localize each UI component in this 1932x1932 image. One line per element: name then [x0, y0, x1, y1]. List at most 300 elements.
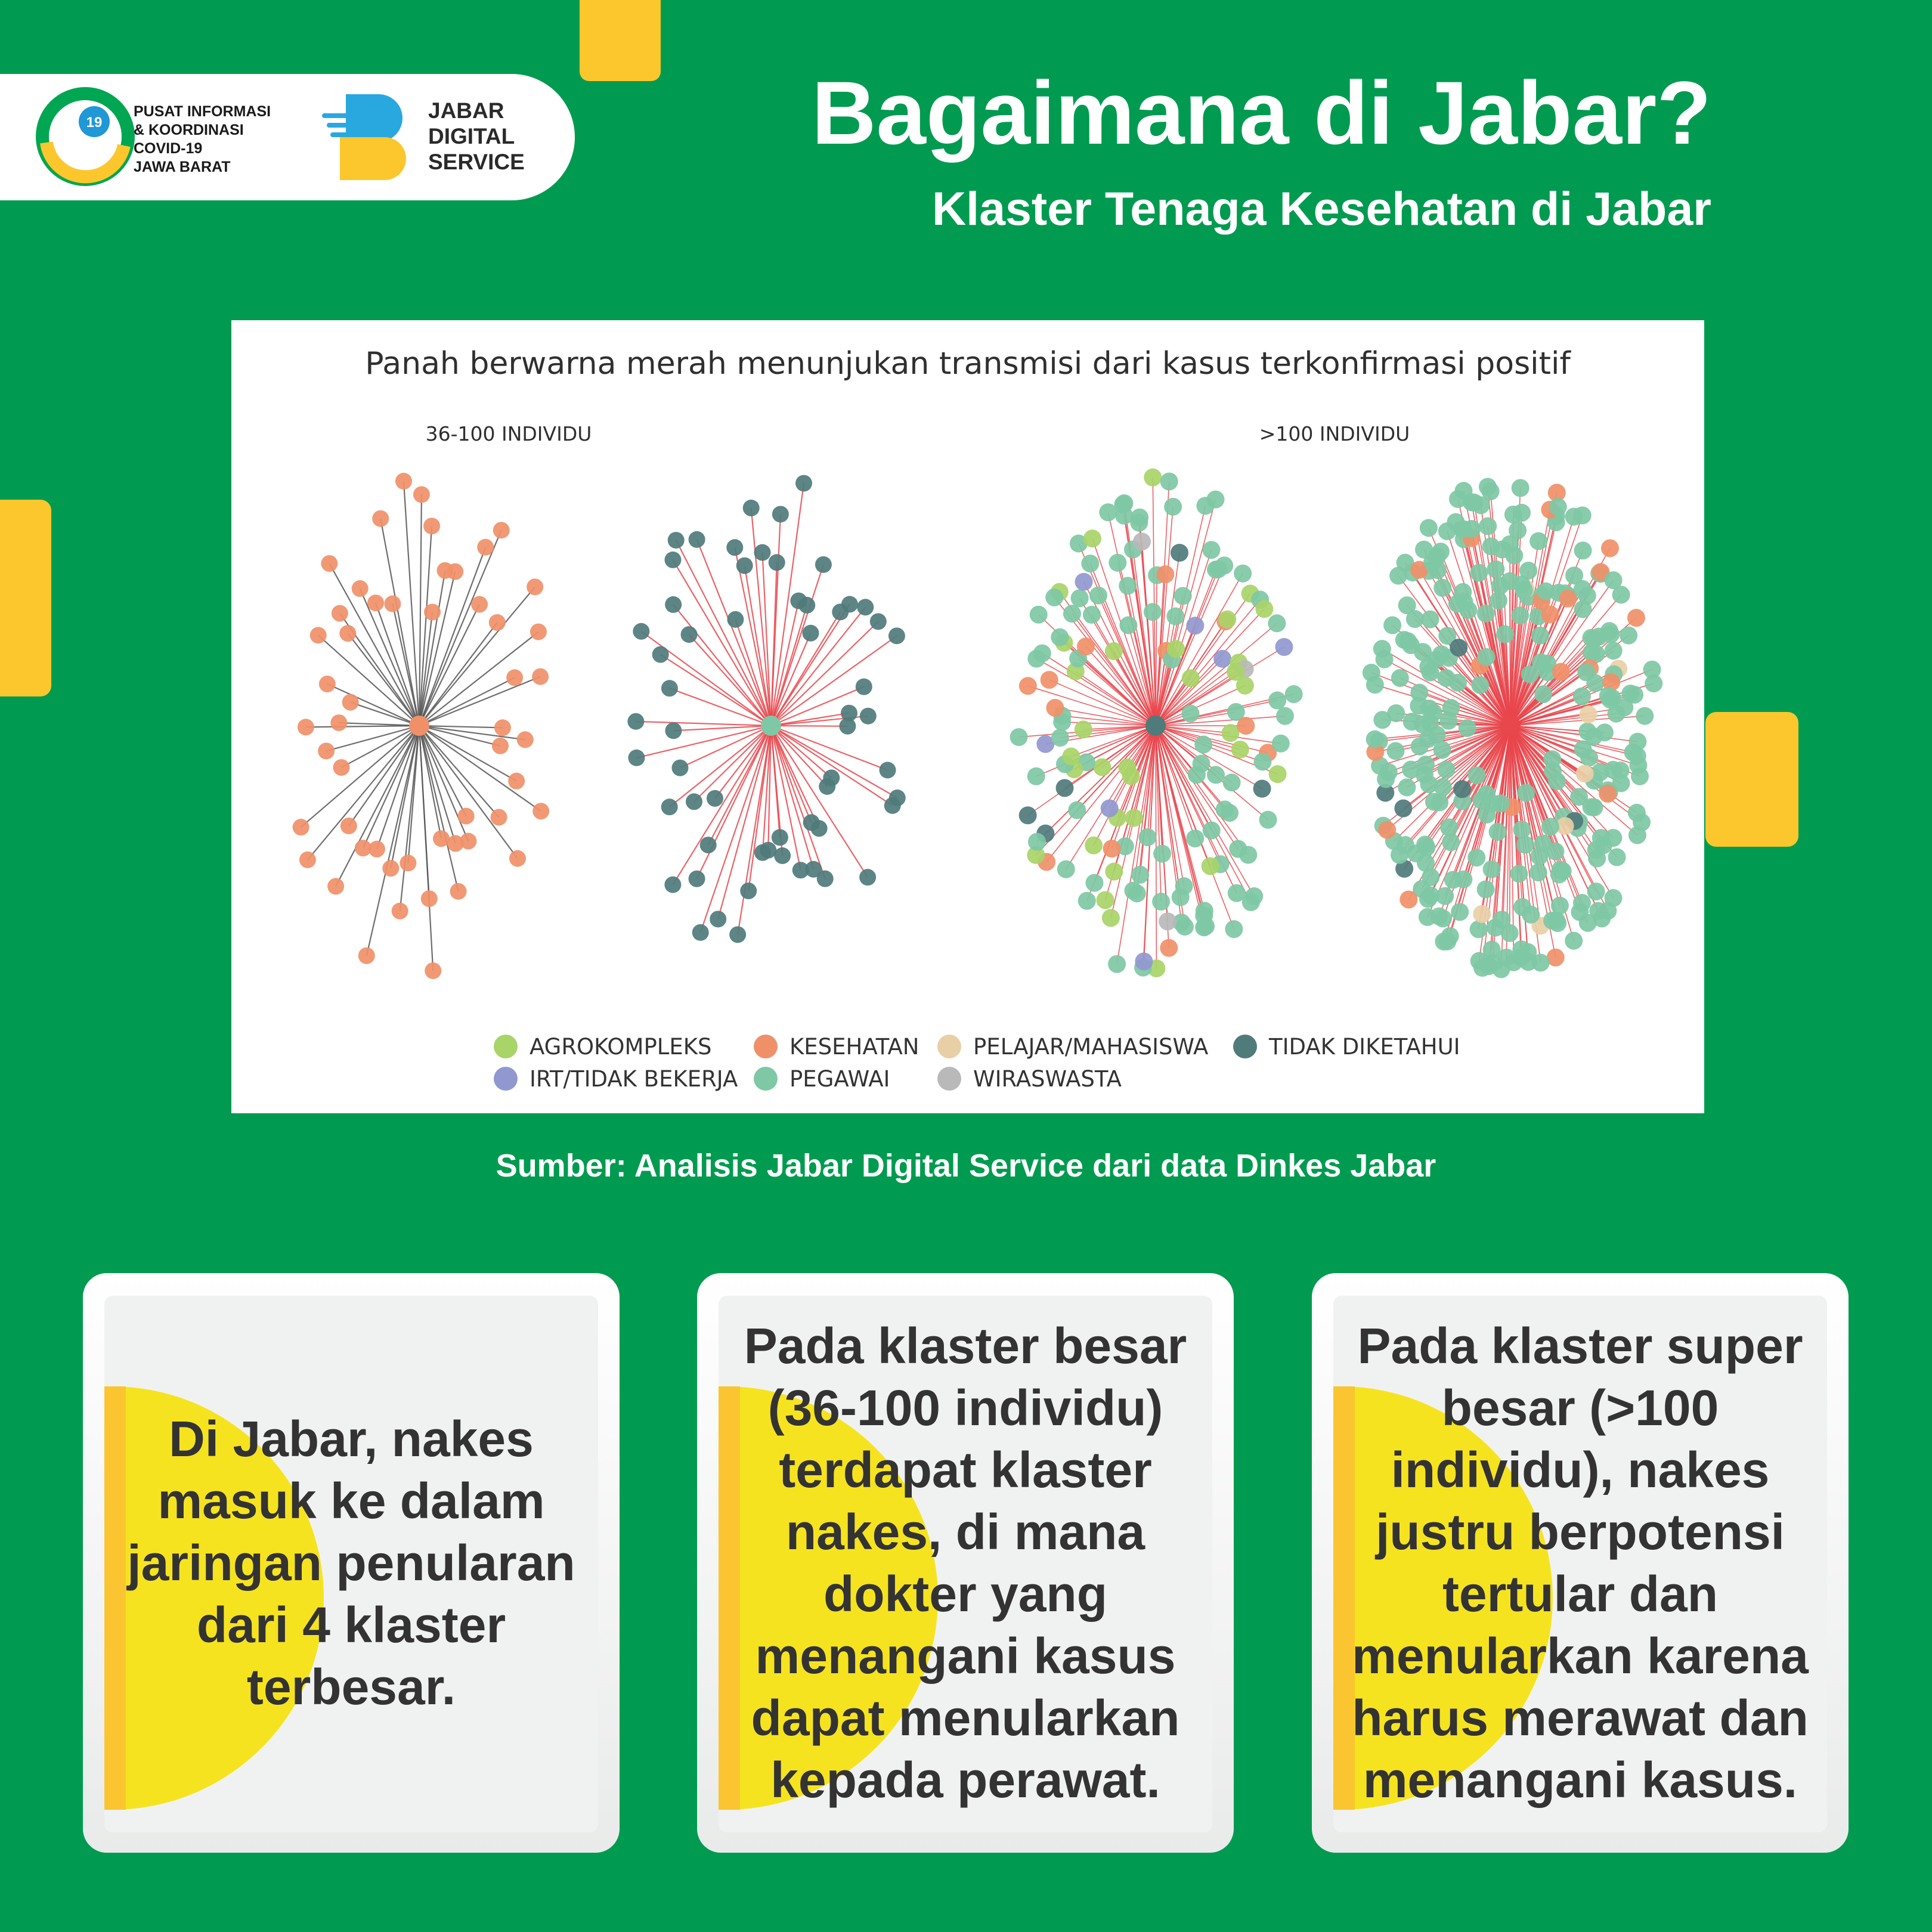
node: [1576, 764, 1594, 782]
center-node: [1145, 716, 1166, 736]
node: [1186, 617, 1204, 634]
node: [1255, 600, 1273, 618]
node: [433, 830, 450, 847]
node: [665, 596, 682, 613]
edge: [339, 723, 419, 726]
node: [1433, 741, 1451, 759]
top-accent-shape: [580, 0, 661, 81]
network-chart: [231, 320, 1704, 1113]
node: [1010, 728, 1028, 746]
jds-name: [428, 98, 525, 175]
node: [1373, 640, 1391, 658]
node: [367, 595, 384, 611]
node: [333, 759, 350, 776]
node: [884, 797, 901, 814]
legend-dot: [937, 1067, 961, 1091]
legend-label: AGROKOMPLEKS: [530, 1034, 712, 1060]
node: [1601, 539, 1619, 557]
node: [395, 473, 412, 490]
jds-line: SERVICE: [428, 150, 525, 174]
node: [774, 847, 791, 864]
node: [832, 603, 849, 620]
edge: [735, 547, 771, 726]
node: [802, 625, 819, 642]
node: [1272, 735, 1290, 753]
node: [1276, 707, 1294, 725]
node: [1068, 801, 1086, 819]
edge: [673, 560, 771, 726]
legend-dot: [1233, 1035, 1257, 1058]
node: [1420, 699, 1438, 717]
legend-item: [494, 1066, 738, 1092]
node: [1030, 606, 1048, 624]
org-name: [134, 103, 312, 177]
node: [1487, 919, 1504, 937]
info-card: [697, 1273, 1234, 1853]
node: [628, 750, 645, 766]
node: [1512, 479, 1530, 497]
node: [1144, 469, 1162, 487]
node: [772, 506, 789, 522]
node: [1234, 565, 1252, 583]
node: [1213, 650, 1231, 668]
center-node: [1500, 716, 1521, 736]
node: [1454, 583, 1472, 601]
node: [1432, 645, 1450, 663]
node: [1253, 780, 1271, 798]
right-accent-shape: [1705, 712, 1798, 847]
org-line: PUSAT INFORMASI: [134, 103, 271, 120]
node: [1586, 674, 1604, 692]
node: [1470, 564, 1488, 582]
node: [1565, 932, 1583, 950]
node: [1109, 554, 1126, 572]
node: [1433, 579, 1451, 597]
node: [1450, 639, 1467, 657]
node: [1135, 952, 1153, 970]
node: [870, 613, 887, 630]
node: [1105, 863, 1123, 881]
node: [1444, 871, 1462, 888]
node: [1435, 933, 1453, 950]
node: [856, 679, 872, 695]
edge: [380, 519, 419, 726]
node: [1275, 638, 1293, 656]
group-label: 36-100 INDIVIDU: [425, 422, 592, 445]
cluster-2: [627, 475, 905, 943]
node: [471, 596, 488, 613]
node: [491, 809, 507, 826]
node: [384, 596, 401, 612]
node: [1166, 608, 1184, 626]
card-text: Pada klaster super besar (>100 individu), nakes justru berpotensi tertular dan menularkan karena harus merawat dan menangani kasus.: [1352, 1318, 1809, 1808]
node: [1534, 685, 1552, 703]
node: [509, 850, 526, 867]
node: [1420, 519, 1438, 537]
node: [1237, 717, 1255, 735]
node: [1239, 846, 1257, 864]
node: [652, 646, 669, 663]
node: [1478, 648, 1496, 666]
node: [1081, 555, 1099, 572]
node: [727, 611, 744, 628]
node: [477, 539, 494, 556]
left-accent-shape: [0, 500, 51, 696]
info-card: [83, 1273, 620, 1853]
node: [425, 962, 441, 979]
node: [1285, 685, 1303, 703]
node: [1431, 794, 1448, 812]
node: [664, 552, 681, 568]
node: [1138, 828, 1156, 846]
node: [1186, 829, 1204, 847]
node: [1089, 587, 1107, 605]
node: [1505, 547, 1523, 565]
node: [1643, 661, 1661, 679]
node: [489, 614, 506, 631]
node: [413, 486, 430, 503]
node: [1160, 939, 1178, 957]
legend-label: PELAJAR/MAHASISWA: [973, 1034, 1209, 1060]
node: [815, 556, 832, 573]
node: [661, 798, 678, 815]
node: [819, 778, 835, 795]
node: [1459, 719, 1476, 737]
node: [392, 903, 408, 919]
node: [1513, 504, 1531, 522]
node: [1194, 736, 1212, 754]
node: [1097, 891, 1114, 909]
chart-title: Panah berwarna merah menunjukan transmisi dari kasus terkonfirmasi positif: [365, 346, 1571, 382]
node: [1366, 730, 1384, 748]
node: [707, 790, 723, 807]
node: [1399, 632, 1417, 650]
node: [1105, 642, 1123, 660]
node: [1403, 713, 1421, 730]
node: [1062, 748, 1080, 766]
node: [1470, 952, 1488, 970]
edge: [673, 726, 771, 730]
node: [1608, 849, 1626, 866]
node: [1442, 699, 1460, 717]
node: [1605, 642, 1623, 660]
node: [1406, 610, 1424, 628]
node: [1541, 818, 1559, 835]
node: [1174, 587, 1192, 605]
node: [1478, 785, 1496, 803]
node: [1218, 611, 1236, 628]
node: [508, 773, 525, 789]
legend-item: [754, 1066, 890, 1092]
node: [1181, 705, 1199, 723]
node: [1482, 482, 1500, 500]
node: [1636, 707, 1654, 725]
node: [1118, 758, 1136, 776]
node: [860, 708, 877, 724]
node: [1530, 847, 1548, 865]
node: [493, 522, 510, 538]
node: [700, 837, 717, 853]
pikobar-logo-icon: [35, 86, 136, 187]
node: [298, 719, 314, 735]
node: [1133, 532, 1151, 550]
node: [1152, 893, 1170, 911]
node: [888, 627, 905, 644]
node: [1093, 758, 1111, 776]
node: [1624, 744, 1642, 761]
node: [1451, 903, 1469, 921]
node: [743, 500, 760, 516]
node: [1530, 532, 1547, 550]
node: [1585, 727, 1603, 745]
node: [424, 603, 441, 620]
node: [668, 532, 685, 549]
node: [1628, 826, 1646, 844]
node: [1515, 581, 1533, 599]
node: [1206, 491, 1224, 509]
logo-bar: [0, 74, 575, 200]
node: [1085, 874, 1103, 892]
node: [1202, 857, 1219, 875]
node: [1083, 606, 1101, 624]
node: [1599, 687, 1617, 705]
node: [1437, 760, 1455, 778]
node: [1627, 609, 1645, 627]
edge: [697, 540, 771, 726]
node: [1228, 884, 1246, 902]
edge: [367, 726, 419, 956]
node: [1477, 880, 1495, 898]
node: [1103, 840, 1121, 857]
node: [1612, 586, 1630, 603]
node: [1583, 644, 1600, 662]
node: [1046, 699, 1064, 717]
legend-dot: [937, 1035, 961, 1058]
node: [1487, 561, 1504, 578]
node: [1222, 724, 1240, 742]
node: [355, 840, 371, 856]
node: [692, 924, 709, 941]
node: [795, 475, 812, 491]
node: [1631, 767, 1649, 785]
legend-item: [937, 1034, 1208, 1060]
node: [1483, 860, 1501, 878]
jds-line: DIGITAL: [428, 124, 515, 148]
node: [1172, 888, 1190, 906]
node: [665, 722, 682, 739]
node: [1467, 849, 1485, 866]
node: [1045, 589, 1063, 606]
node: [1108, 955, 1126, 973]
source-note: Sumber: Analisis Jabar Digital Service dari data Dinkes Jabar: [496, 1148, 1436, 1184]
node: [450, 883, 467, 900]
node: [710, 911, 726, 927]
node: [1402, 761, 1420, 779]
legend-item: [494, 1034, 712, 1060]
edge: [694, 726, 771, 801]
node: [1628, 804, 1646, 822]
node: [671, 760, 688, 776]
legend-label: PEGAWAI: [789, 1066, 890, 1092]
node: [726, 539, 743, 556]
node: [1511, 606, 1529, 624]
node: [1580, 748, 1598, 766]
edge: [306, 726, 419, 727]
node: [633, 623, 649, 640]
node: [1496, 626, 1514, 643]
node: [681, 626, 698, 643]
node: [1159, 912, 1176, 930]
node: [458, 808, 475, 825]
node: [1259, 811, 1277, 829]
node: [532, 668, 549, 685]
badge-number: 19: [86, 114, 103, 131]
legend-label: KESEHATAN: [789, 1034, 919, 1060]
node: [1410, 684, 1428, 702]
node: [1236, 677, 1254, 695]
info-card: [1312, 1273, 1849, 1853]
node: [1269, 765, 1287, 783]
node: [1028, 833, 1046, 851]
node: [1160, 473, 1178, 491]
node: [1599, 785, 1617, 803]
node: [340, 818, 357, 834]
node: [1167, 640, 1185, 658]
node: [332, 605, 348, 622]
cluster-4: [1363, 478, 1662, 978]
node: [1197, 917, 1215, 935]
node: [1083, 530, 1101, 547]
group-label: >100 INDIVIDU: [1259, 422, 1410, 445]
cluster-3: [1010, 469, 1303, 977]
node: [740, 883, 757, 899]
node: [1223, 773, 1241, 791]
node: [1552, 663, 1570, 681]
node: [1085, 837, 1103, 854]
edge: [771, 565, 823, 726]
node: [729, 926, 746, 943]
node: [1383, 616, 1401, 634]
network-chart-panel: [231, 320, 1704, 1113]
node: [1063, 605, 1081, 623]
node: [327, 878, 344, 894]
node: [689, 531, 705, 548]
node: [880, 762, 896, 779]
node: [447, 835, 464, 852]
jds-line: JABAR: [428, 98, 504, 123]
page-title: Bagaimana di Jabar?: [812, 63, 1711, 163]
node: [1579, 914, 1597, 932]
node: [1574, 541, 1592, 559]
node: [1203, 822, 1221, 840]
node: [532, 803, 549, 819]
node: [372, 510, 389, 527]
node: [1156, 565, 1174, 583]
node: [1398, 778, 1416, 796]
node: [736, 558, 753, 574]
node: [330, 714, 347, 731]
node: [1131, 509, 1148, 527]
node: [1164, 498, 1182, 516]
node: [342, 694, 359, 711]
node: [859, 869, 876, 886]
node: [1196, 902, 1213, 919]
node: [772, 829, 788, 846]
node: [318, 742, 335, 759]
node: [1586, 798, 1603, 816]
node: [1543, 912, 1561, 930]
node: [1071, 589, 1089, 607]
node: [1153, 845, 1171, 863]
node: [1440, 818, 1458, 836]
node: [1253, 753, 1271, 770]
node: [447, 564, 463, 580]
node: [1531, 627, 1549, 645]
node: [1468, 766, 1486, 784]
node: [352, 580, 369, 597]
node: [1471, 676, 1489, 694]
node: [421, 890, 438, 907]
node: [1541, 605, 1559, 623]
node: [1517, 784, 1535, 802]
node: [1268, 692, 1286, 710]
node: [1119, 617, 1137, 634]
node: [1588, 850, 1606, 868]
card-text: Pada klaster besar (36-100 individu) terdapat klaster nakes, di mana dokter yang menangani kasus dapat menularkan kepada perawat.: [744, 1318, 1187, 1808]
node: [1473, 905, 1491, 923]
node: [841, 705, 857, 722]
node: [754, 544, 770, 561]
edge: [419, 677, 515, 726]
node: [506, 669, 523, 686]
node: [664, 877, 681, 893]
center-node: [761, 716, 781, 736]
edge: [701, 726, 771, 933]
node: [1470, 920, 1488, 938]
edge: [419, 726, 459, 891]
org-line: & KOORDINASI: [134, 122, 244, 138]
node: [1510, 865, 1528, 883]
node: [1463, 520, 1481, 538]
page-subtitle: Klaster Tenaga Kesehatan di Jabar: [932, 182, 1711, 235]
node: [1102, 909, 1120, 927]
org-line: JAWA BARAT: [134, 159, 231, 175]
node: [1516, 836, 1534, 854]
node: [1477, 605, 1495, 623]
node: [1453, 780, 1471, 798]
node: [1549, 498, 1567, 516]
node: [1580, 705, 1597, 723]
node: [1119, 577, 1137, 595]
edge: [636, 722, 771, 726]
edge: [419, 530, 501, 726]
node: [382, 860, 399, 877]
node: [1391, 669, 1409, 687]
node: [1419, 890, 1437, 908]
node: [1075, 573, 1093, 591]
node: [1077, 637, 1095, 655]
node: [1075, 720, 1092, 738]
node: [1056, 779, 1074, 797]
node: [1125, 809, 1143, 827]
node: [1513, 821, 1531, 838]
node: [1027, 650, 1045, 668]
node: [769, 554, 785, 571]
node: [1207, 766, 1225, 784]
node: [1378, 821, 1396, 839]
node: [319, 676, 336, 692]
node: [339, 625, 356, 642]
